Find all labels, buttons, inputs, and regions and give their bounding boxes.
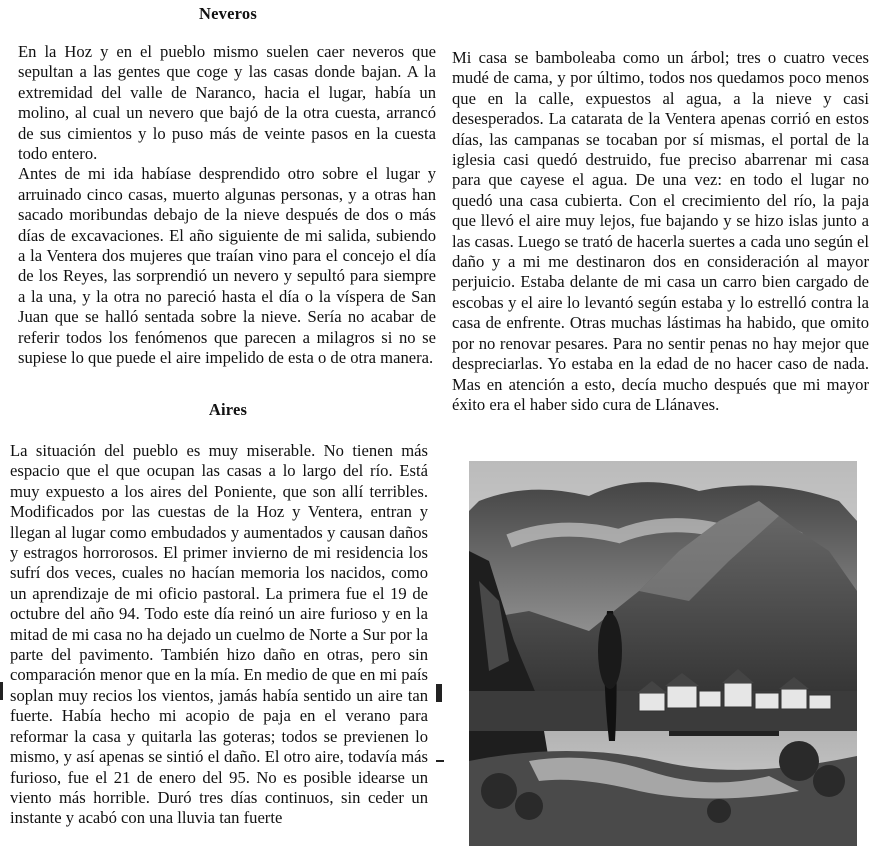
margin-mark-dash — [436, 760, 444, 762]
neveros-paragraph-1: En la Hoz y en el pueblo mismo suelen caer neveros que sepultan a las gentes que coge y las casas donde bajan. A la extremidad del valle de Naranco, hacia el lugar, había un molino, al cual un nevero que bajó de la otra cuesta, arrancó de sus cimientos y lo puso más de veinte pasos en la cuesta todo entero. — [18, 42, 436, 164]
neveros-paragraph-2: Antes de mi ida habíase desprendido otro sobre el lugar y arruinado cinco casas, muerto algunas personas, y a otras han sacado moribundas debajo de la nieve después de dos o más días de excavaciones. El año siguiente de mi salida, subiendo a la Ventera dos mujeres que traían vino para el concejo el día de los Reyes, las sorprendió un nevero y sepultó para siempre a la una, y la otra no pareció hasta el día o la víspera de San Juan que se halló sentada sobre la nieve. Sería no acabar de referir todos los fenómenos que parecen a milagros si no se supiese lo que puede el aire impelido de esta o de otra manera. — [18, 164, 436, 368]
aires-column — [10, 441, 428, 829]
margin-mark-right — [436, 684, 442, 702]
section-title-neveros: Neveros — [199, 4, 257, 23]
village-valley-photo — [469, 461, 857, 846]
right-column-paragraph: Mi casa se bamboleaba como un árbol; tres o cuatro veces mudé de cama, y por último, todos nos quedamos poco menos que en la calle, expuestos al agua, a la nieve y casi desesperados. La catarata de la Ventera apenas corrió en estos días, las campanas se tocaban por sí mismas, el portal de la iglesia casi quedó destruido, fue preciso abarrenar mi casa para que cayese el agua. De una vez: en todo el lugar no quedó una casa cubierta. Con el crecimiento del río, la paja que llevó el aire muy lejos, fue bajando y se hizo islas junto a las casas. Luego se trató de hacerla suertes a cada uno según el daño y a mi me destinaron dos en consideración al mayor perjuicio. Estaba delante de mi casa un carro bien cargado de escobas y el aire lo levantó según estaba y lo estrelló contra la casa de enfrente. Otras muchas lástimas ha habido, que omito por no renovar pesares. Para no sentir penas no hay mejor que despreciarlas. Yo estaba en la edad de no hacer caso de nada. Mas en atención a esto, decía mucho después que mi mayor éxito era el haber sido cura de Llánaves. — [452, 48, 869, 414]
section-title-aires: Aires — [208, 400, 248, 419]
right-column — [452, 48, 869, 415]
aires-paragraph-1: La situación del pueblo es muy miserable. No tienen más espacio que el que ocupan las casas a lo largo del río. Está muy expuesto a los aires del Poniente, que son allí terribles. Modificados por las cuestas de la Hoz y Ventera, entran y llegan al lugar como embudados y aumentados y causan daños y estragos horrorosos. El primer invierno de mi residencia los sufrí dos veces, cuales no hacían memoria los nacidos, como un aprendizaje de mi oficio pastoral. La primera fue el 19 de octubre del año 94. Todo este día reinó un aire furioso y en la mitad de mi casa no ha dejado un cuelmo de Norte a Sur por la parte del pavimento. También hizo daño en otras, pero sin comparación menor que en la mía. En medio de que en mi país soplan muy recios los vientos, jamás había sentido un aire tan fuerte. Había hecho mi acopio de paja en el verano para reformar la casa y quitarla las goteras; todos se previenen lo mismo, y así apenas se sintió el daño. El otro aire, todavía más furioso, fue el 21 de enero del 95. No es posible idearse un viento más horrible. Duró tres días continuos, sin ceder un instante y acabó con una lluvia tan fuerte — [10, 441, 428, 828]
margin-mark-left — [0, 682, 3, 700]
neveros-column — [18, 42, 436, 369]
